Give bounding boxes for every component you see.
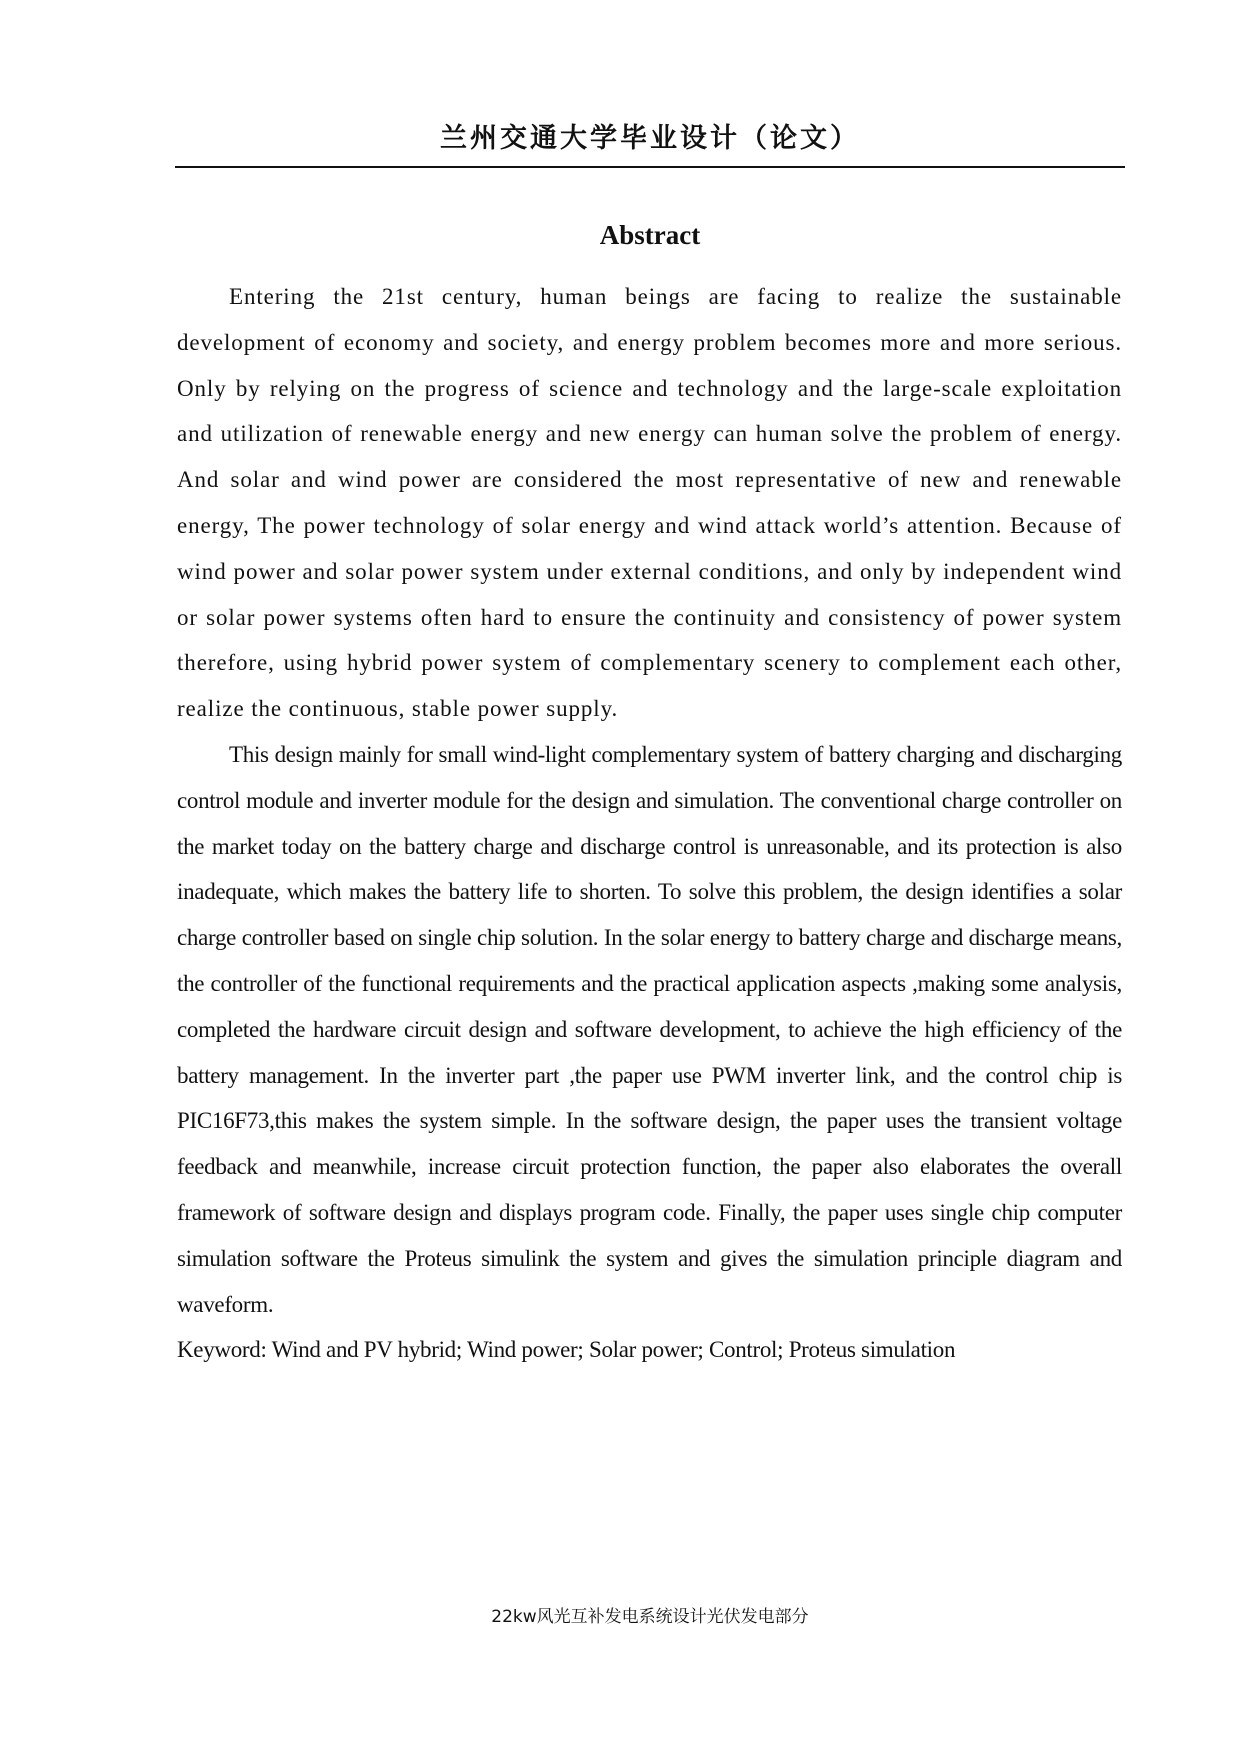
- abstract-paragraph-2: This design mainly for small wind-light complementary system of battery charging and discharging control module and inverter module for the design and simulation. The conventional charge controller on the market today on the battery charge and discharge control is unreasonable, and its protection is also inadequate, which makes the battery life to shorten. To solve this problem, the design identifies a solar charge controller based on single chip solution. In the solar energy to battery charge and discharge means, the controller of the functional requirements and the practical application aspects ,making some analysis, completed the hardware circuit design and software development, to achieve the high efficiency of the battery management. In the inverter part ,the paper use PWM inverter link, and the control chip is PIC16F73,this makes the system simple. In the software design, the paper uses the transient voltage feedback and meanwhile, increase circuit protection function, the paper also elaborates the overall framework of software design and displays program code. Finally, the paper uses single chip computer simulation software the Proteus simulink the system and gives the simulation principle diagram and waveform.: [177, 741, 1122, 1317]
- header-title: 兰州交通大学毕业设计（论文）: [440, 123, 860, 154]
- page-header: [175, 118, 1125, 168]
- abstract-heading: Abstract: [599, 220, 701, 250]
- abstract-body: [177, 274, 1122, 1373]
- abstract-paragraph-1: Entering the 21st century, human beings are facing to realize the sustainable development of economy and society, and energy problem becomes more and more serious. Only by relying on the progress of science and technology and the large-scale exploitation and utilization of renewable energy and new energy can human solve the problem of energy. And solar and wind power are considered the most representative of new and renewable energy, The power technology of solar energy and wind attack world’s attention. Because of wind power and solar power system under external conditions, and only by independent wind or solar power systems often hard to ensure the continuity and consistency of power system therefore, using hybrid power system of complementary scenery to complement each other, realize the continuous, stable power supply.: [177, 284, 1122, 722]
- page-footer: 22kw风光互补发电系统设计光伏发电部分: [491, 1607, 809, 1627]
- keywords-line: Keyword: Wind and PV hybrid; Wind power; Solar power; Control; Proteus simulation: [177, 1337, 956, 1363]
